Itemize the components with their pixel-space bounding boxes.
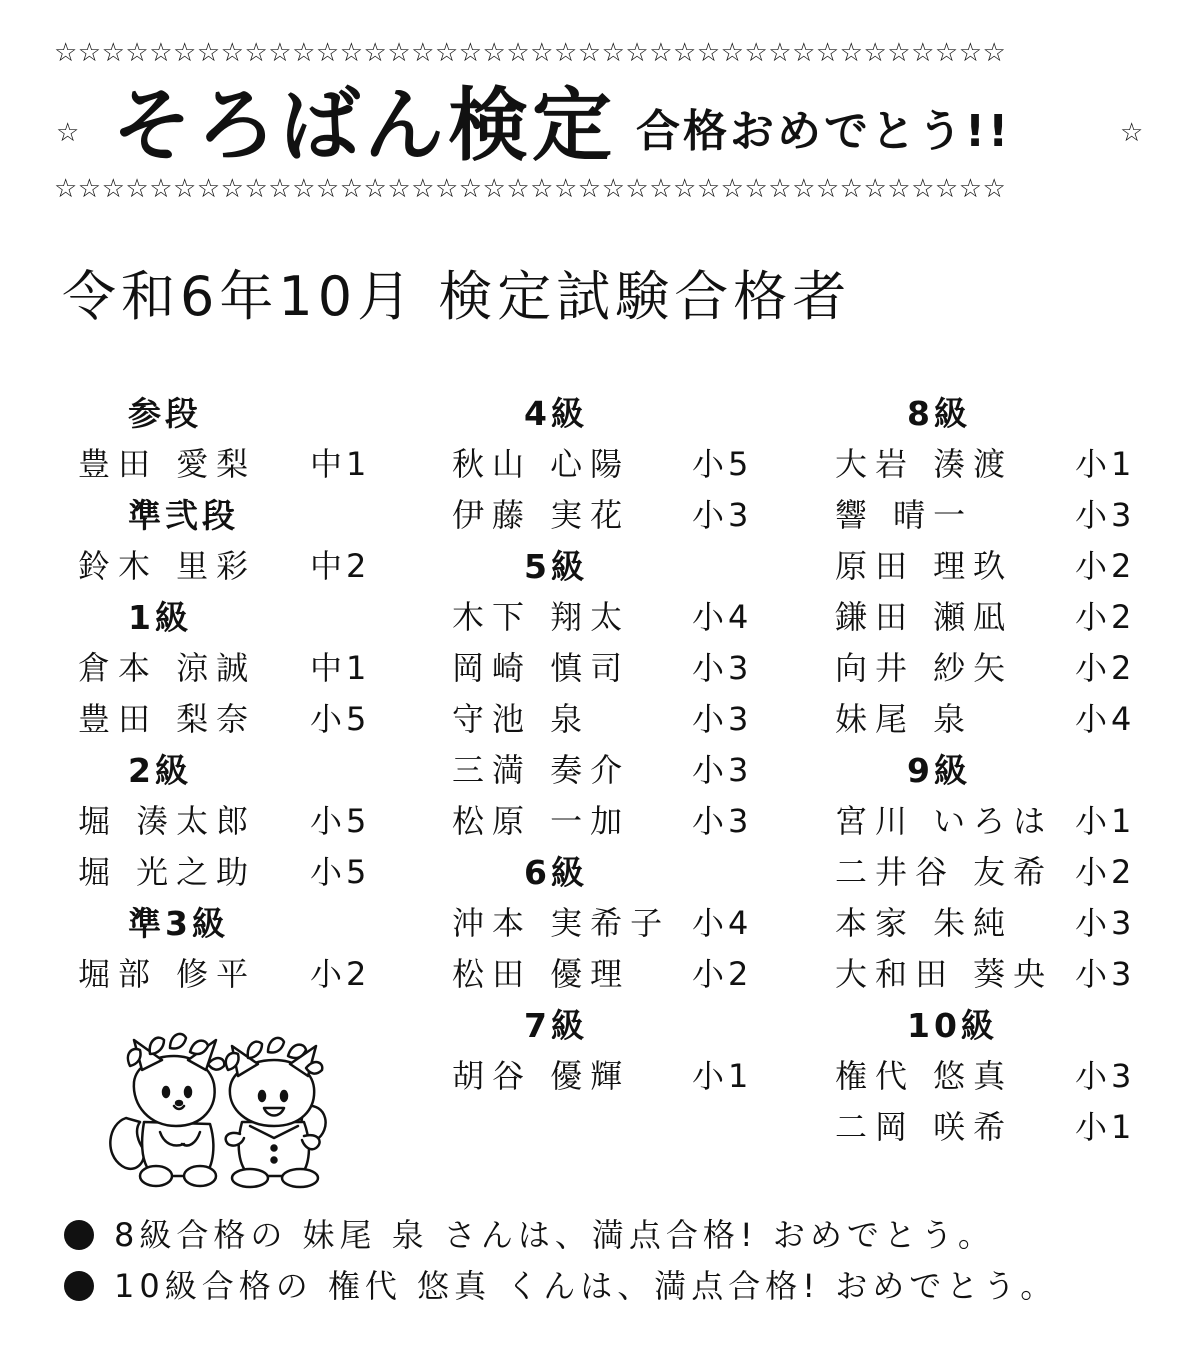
passer-name: 胡谷 優輝	[452, 1057, 631, 1095]
passer-name: 堀 光之助	[78, 853, 257, 891]
passer-name: 秋山 心陽	[452, 445, 631, 483]
page-subtitle: 合格おめでとう!!	[636, 106, 1012, 157]
results-column-1	[78, 388, 378, 1000]
passer-row	[78, 439, 378, 490]
passer-school-year: 中2	[310, 547, 371, 585]
note-text: 8級合格の 妹尾 泉 さんは、満点合格! おめでとう。	[114, 1216, 995, 1254]
grade-section	[452, 1000, 762, 1102]
passer-name: 伊藤 実花	[452, 496, 631, 534]
grade-heading: 2級	[128, 751, 192, 790]
passer-school-year: 小2	[1075, 598, 1136, 636]
passer-name: 妹尾 泉	[835, 700, 974, 738]
passer-row	[78, 694, 378, 745]
passer-school-year: 小1	[1075, 802, 1136, 840]
passer-name: 二岡 咲希	[835, 1108, 1014, 1146]
passer-row	[835, 592, 1145, 643]
passer-school-year: 小3	[692, 751, 753, 789]
passer-row	[452, 439, 762, 490]
passer-school-year: 小2	[1075, 853, 1136, 891]
passer-row	[835, 1102, 1145, 1153]
passer-name: 向井 紗矢	[835, 649, 1014, 687]
grade-section	[78, 745, 378, 898]
passer-row	[835, 694, 1145, 745]
grade-section	[452, 541, 762, 847]
passer-name: 宮川 いろは	[835, 802, 1054, 840]
grade-section	[78, 898, 378, 1000]
passer-row	[78, 847, 378, 898]
fox-mascots-illustration	[104, 1026, 332, 1190]
passer-name: 堀部 修平	[78, 955, 257, 993]
passer-school-year: 小1	[1075, 445, 1136, 483]
passer-name: 豊田 愛梨	[78, 445, 257, 483]
passer-school-year: 小3	[692, 700, 753, 738]
grade-section	[78, 388, 378, 490]
passer-school-year: 小1	[1075, 1108, 1136, 1146]
grade-heading: 10級	[907, 1006, 998, 1045]
grade-heading: 1級	[128, 598, 192, 637]
passer-row	[452, 796, 762, 847]
grade-section	[835, 745, 1145, 1000]
grade-section	[835, 388, 1145, 745]
passer-name: 岡崎 慎司	[452, 649, 631, 687]
grade-heading: 参段	[128, 394, 202, 433]
grade-section	[452, 847, 762, 1000]
passer-school-year: 中1	[310, 649, 371, 687]
grade-heading: 準3級	[128, 904, 229, 943]
passer-school-year: 小3	[692, 802, 753, 840]
passer-name: 松原 一加	[452, 802, 631, 840]
passer-row	[452, 1051, 762, 1102]
passer-school-year: 小4	[692, 904, 753, 942]
passer-row	[78, 643, 378, 694]
passer-name: 原田 理玖	[835, 547, 1014, 585]
passer-school-year: 小3	[1075, 1057, 1136, 1095]
passer-school-year: 小5	[310, 853, 371, 891]
passer-name: 木下 翔太	[452, 598, 631, 636]
passer-school-year: 小3	[692, 649, 753, 687]
passer-name: 鎌田 瀬凪	[835, 598, 1014, 636]
passer-school-year: 小1	[692, 1057, 753, 1095]
passer-school-year: 小4	[692, 598, 753, 636]
passer-row	[835, 1051, 1145, 1102]
passer-row	[835, 439, 1145, 490]
passer-school-year: 小3	[1075, 955, 1136, 993]
passer-row	[78, 541, 378, 592]
passer-school-year: 小2	[692, 955, 753, 993]
passer-school-year: 小5	[310, 802, 371, 840]
passer-name: 松田 優理	[452, 955, 631, 993]
passer-name: 二井谷 友希	[835, 853, 1054, 891]
passer-school-year: 小3	[692, 496, 753, 534]
grade-section	[78, 490, 378, 592]
passer-row	[452, 643, 762, 694]
passer-row	[835, 847, 1145, 898]
passer-row	[78, 949, 378, 1000]
passer-school-year: 小2	[1075, 547, 1136, 585]
grade-heading: 8級	[907, 394, 971, 433]
passer-school-year: 小2	[310, 955, 371, 993]
passer-row	[452, 592, 762, 643]
results-column-2	[452, 388, 762, 1102]
passer-name: 豊田 梨奈	[78, 700, 257, 738]
passer-school-year: 小5	[692, 445, 753, 483]
passer-school-year: 中1	[310, 445, 371, 483]
note-text: 10級合格の 権代 悠真 くんは、満点合格! おめでとう。	[114, 1267, 1058, 1305]
passer-row	[835, 898, 1145, 949]
passer-school-year: 小3	[1075, 904, 1136, 942]
passer-school-year: 小3	[1075, 496, 1136, 534]
passer-row	[78, 796, 378, 847]
passer-row	[452, 898, 762, 949]
passer-name: 守池 泉	[452, 700, 591, 738]
passer-row	[835, 490, 1145, 541]
passer-name: 響 晴一	[835, 496, 974, 534]
passer-name: 鈴木 里彩	[78, 547, 257, 585]
passer-row	[452, 949, 762, 1000]
passer-name: 沖本 実希子	[452, 904, 671, 942]
star-border-top: ☆☆☆☆☆☆☆☆☆☆☆☆☆☆☆☆☆☆☆☆☆☆☆☆☆☆☆☆☆☆☆☆☆☆☆☆☆☆☆☆	[54, 38, 1007, 68]
passer-row	[835, 541, 1145, 592]
passer-school-year: 小2	[1075, 649, 1136, 687]
bullet-icon	[64, 1220, 94, 1250]
star-icon-right: ☆	[1120, 118, 1144, 148]
passer-name: 堀 湊太郎	[78, 802, 257, 840]
exam-heading: 令和6年10月 検定試験合格者	[62, 265, 852, 328]
passer-school-year: 小5	[310, 700, 371, 738]
star-icon-left: ☆	[56, 118, 80, 148]
passer-row	[452, 694, 762, 745]
note-perfect-score-2	[64, 1261, 1057, 1311]
passer-name: 大岩 湊渡	[835, 445, 1014, 483]
passer-name: 三満 奏介	[452, 751, 631, 789]
passer-row	[452, 490, 762, 541]
grade-heading: 4級	[524, 394, 588, 433]
passer-row	[835, 796, 1145, 847]
passer-name: 大和田 葵央	[835, 955, 1054, 993]
grade-heading: 9級	[907, 751, 971, 790]
grade-heading: 7級	[524, 1006, 588, 1045]
passer-name: 本家 朱純	[835, 904, 1014, 942]
grade-section	[78, 592, 378, 745]
bullet-icon	[64, 1271, 94, 1301]
grade-section	[452, 388, 762, 541]
star-border-bottom: ☆☆☆☆☆☆☆☆☆☆☆☆☆☆☆☆☆☆☆☆☆☆☆☆☆☆☆☆☆☆☆☆☆☆☆☆☆☆☆☆	[54, 174, 1007, 204]
grade-section	[835, 1000, 1145, 1153]
results-column-3	[835, 388, 1145, 1153]
passer-school-year: 小4	[1075, 700, 1136, 738]
grade-heading: 5級	[524, 547, 588, 586]
passer-name: 倉本 涼誠	[78, 649, 257, 687]
grade-heading: 準弐段	[128, 496, 239, 535]
passer-row	[835, 949, 1145, 1000]
passer-row	[835, 643, 1145, 694]
note-perfect-score-1	[64, 1210, 995, 1260]
page-title: そろばん検定	[112, 79, 616, 172]
passer-name: 権代 悠真	[835, 1057, 1014, 1095]
passer-row	[452, 745, 762, 796]
grade-heading: 6級	[524, 853, 588, 892]
